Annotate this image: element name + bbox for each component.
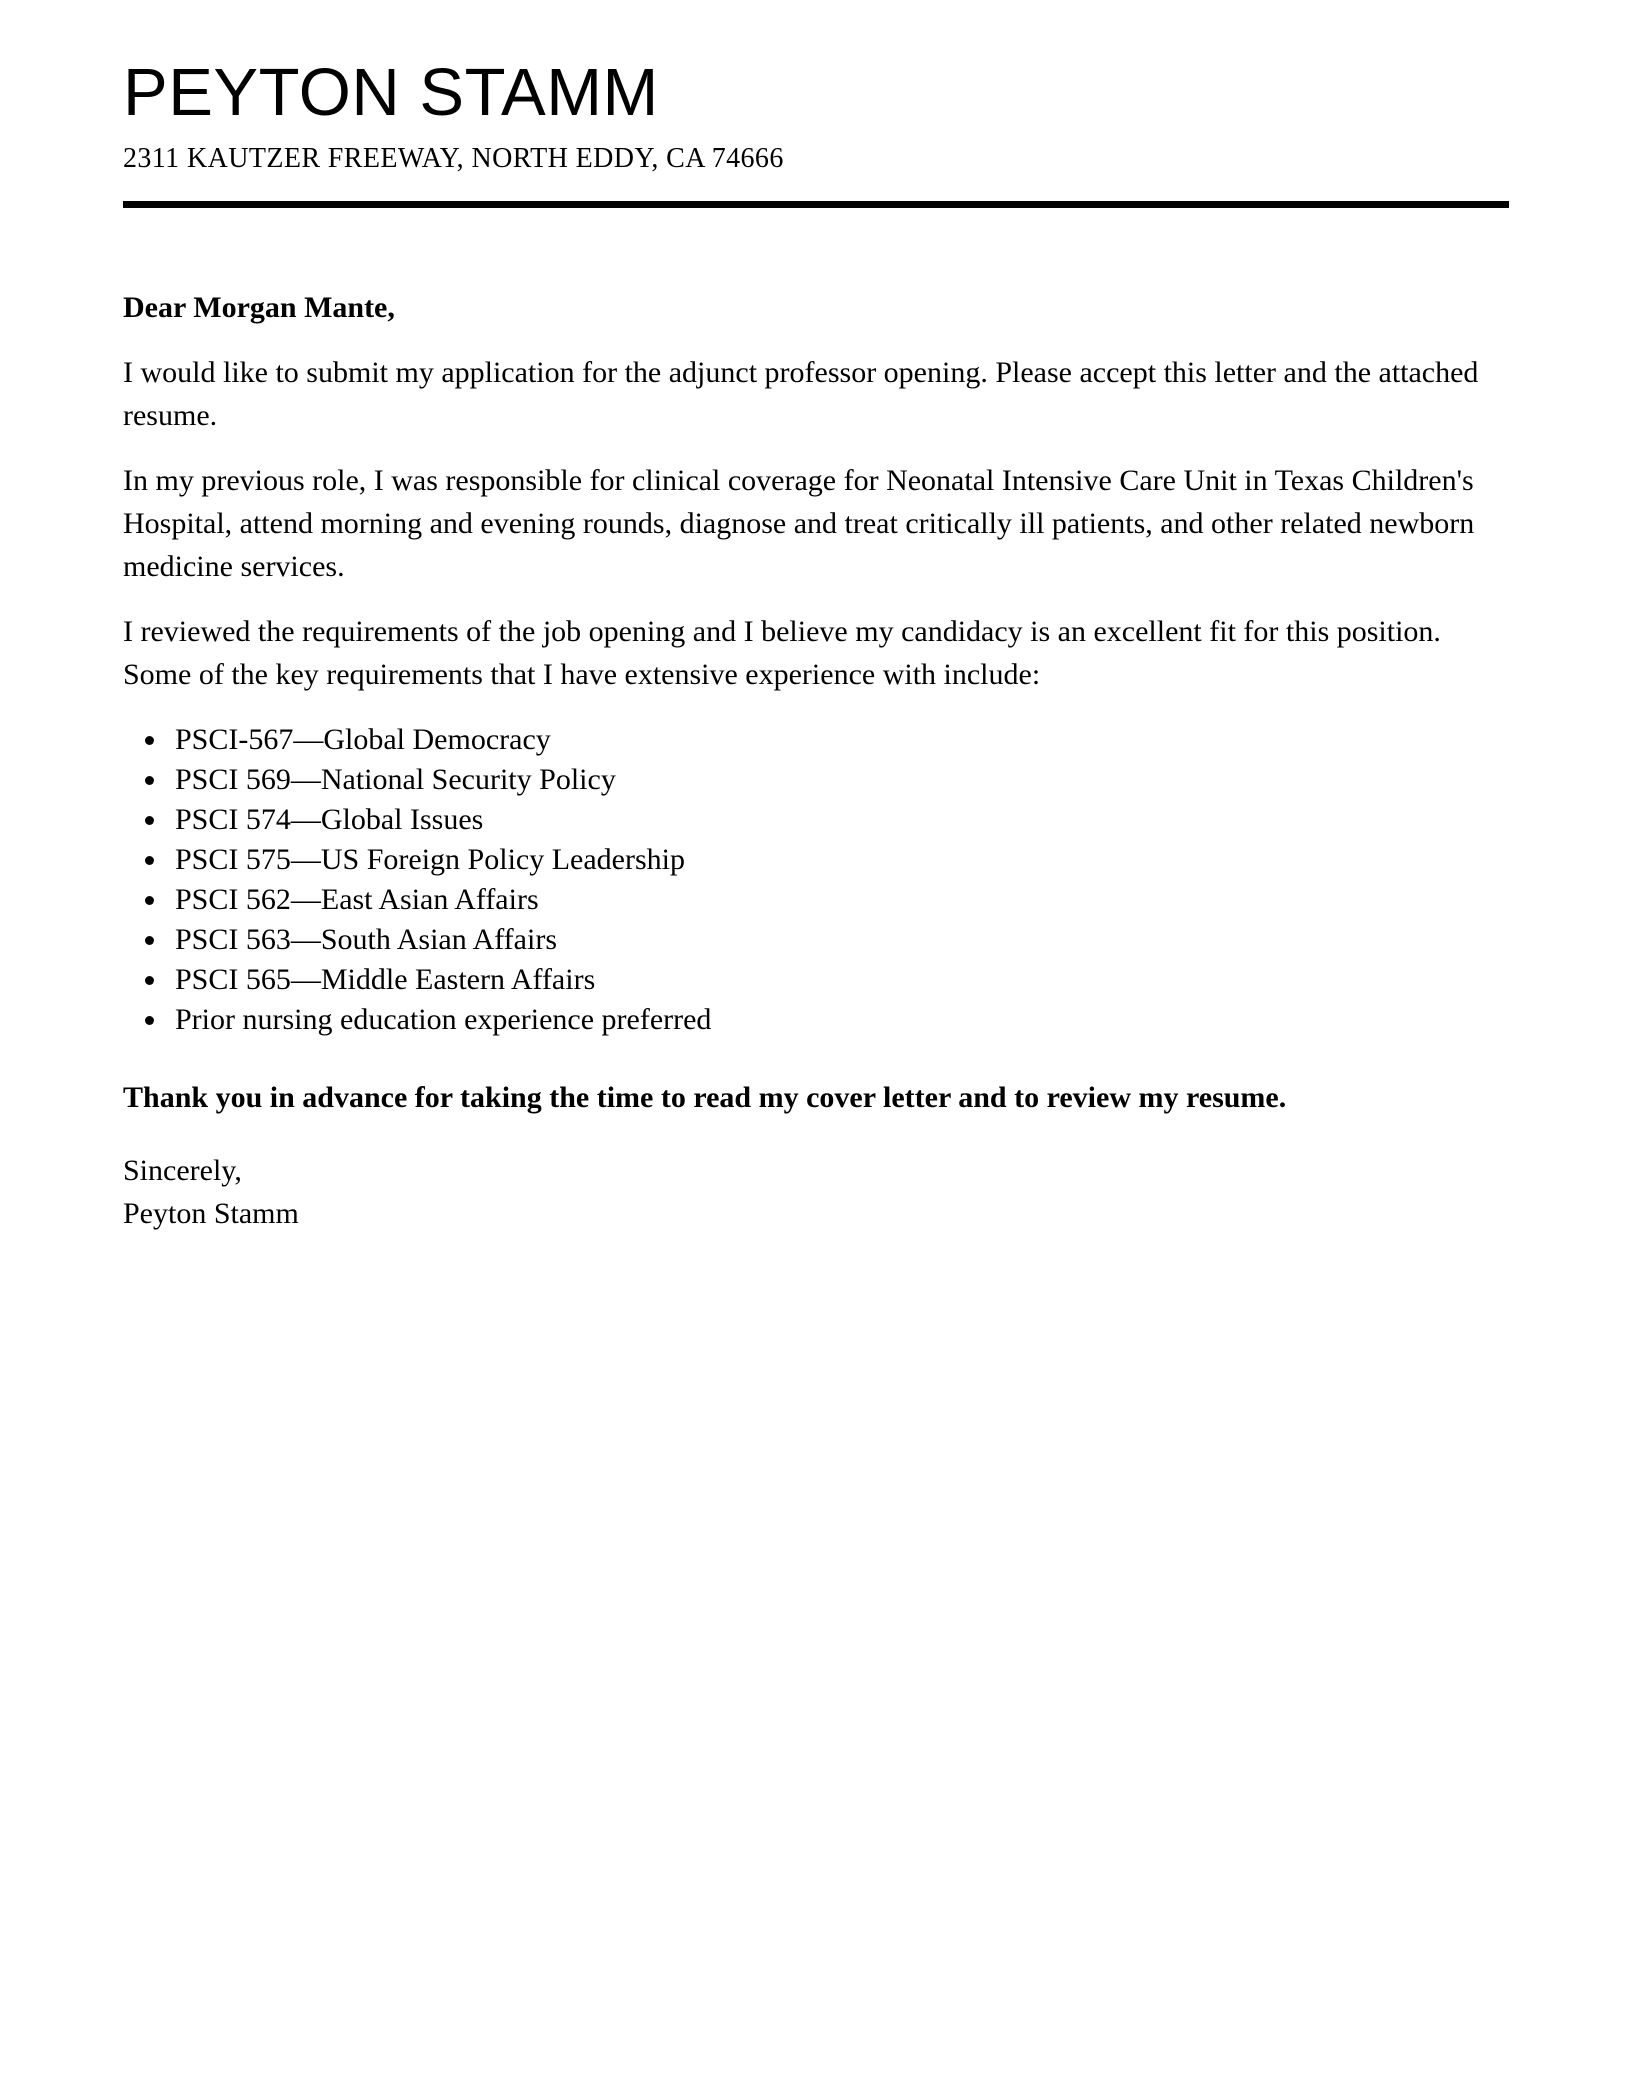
sender-name: PEYTON STAMM bbox=[123, 55, 659, 130]
paragraph-requirements-intro: I reviewed the requirements of the job opening and I believe my candidacy is an excellent fit for this position. Some of the key requirements that I have extensive experience with include: bbox=[123, 615, 1441, 692]
list-item: • PSCI 574—Global Issues bbox=[169, 800, 1509, 840]
letter-body bbox=[123, 286, 1509, 1235]
paragraph-previous-role: In my previous role, I was responsible for clinical coverage for Neonatal Intensive Care Unit in Texas Children's Hospital, attend morning and evening rounds, diagnose and treat critically ill patients, and other related newborn medicine services. bbox=[123, 464, 1475, 584]
list-item: • PSCI 565—Middle Eastern Affairs bbox=[169, 960, 1509, 1000]
requirements-list bbox=[123, 720, 1509, 1040]
letter-header bbox=[123, 54, 1509, 208]
list-item: • PSCI-567—Global Democracy bbox=[169, 720, 1509, 760]
signoff bbox=[123, 1149, 1509, 1235]
signoff-name: Peyton Stamm bbox=[123, 1197, 299, 1231]
list-item: • PSCI 569—National Security Policy bbox=[169, 760, 1509, 800]
list-item: • PSCI 563—South Asian Affairs bbox=[169, 920, 1509, 960]
sender-address: 2311 KAUTZER FREEWAY, NORTH EDDY, CA 74666 bbox=[123, 143, 784, 175]
closing-statement: Thank you in advance for taking the time to read my cover letter and to review my resume. bbox=[123, 1081, 1287, 1115]
list-item: • Prior nursing education experience preferred bbox=[169, 1000, 1509, 1040]
paragraph-application: I would like to submit my application for the adjunct professor opening. Please accept this letter and the attached resume. bbox=[123, 356, 1479, 433]
list-item: • PSCI 575—US Foreign Policy Leadership bbox=[169, 840, 1509, 880]
signoff-salutation: Sincerely, bbox=[123, 1154, 242, 1188]
greeting: Dear Morgan Mante, bbox=[123, 291, 395, 325]
header-divider bbox=[123, 201, 1509, 208]
list-item: • PSCI 562—East Asian Affairs bbox=[169, 880, 1509, 920]
